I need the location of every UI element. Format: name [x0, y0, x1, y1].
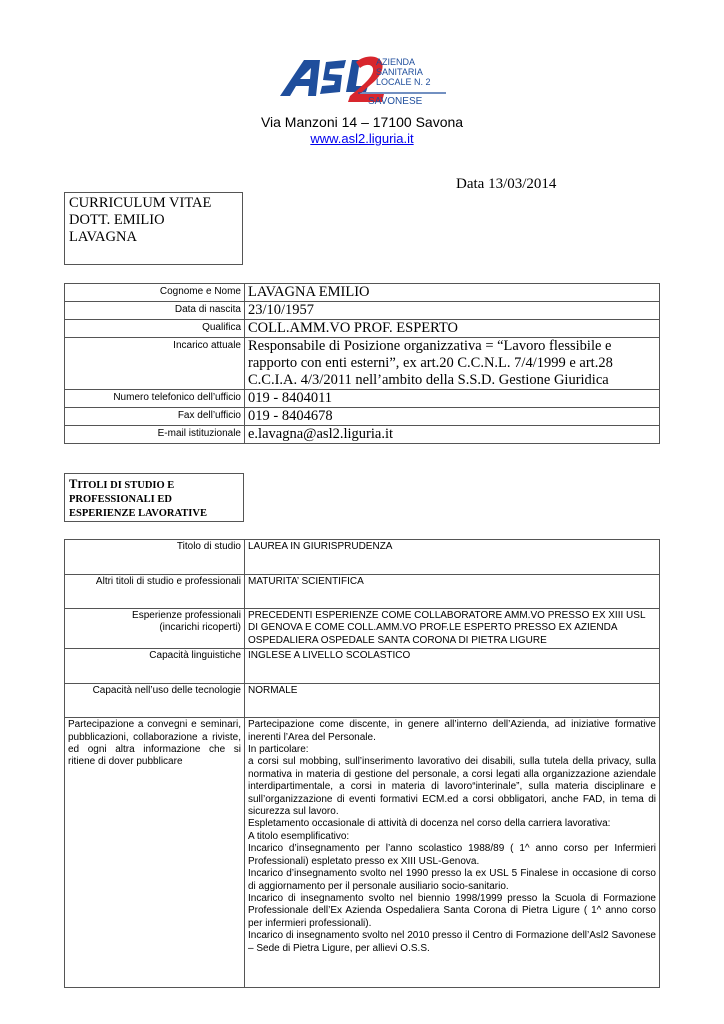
titoli-initial: T [69, 477, 78, 491]
info-value: 23/10/1957 [245, 302, 660, 320]
titles-label: Partecipazione a convegni e seminari, pubblicazioni, collaborazione a riviste, ed ogni altra informazione che si ritiene di dover pubblicare [65, 718, 245, 988]
info-value: LAVAGNA EMILIO [245, 284, 660, 302]
titles-row [65, 575, 660, 609]
document-date: Data 13/03/2014 [456, 176, 557, 192]
paragraph: Partecipazione come discente, in genere all’interno dell’Azienda, ad iniziative formative inerenti l’Area del Personale. [248, 719, 656, 743]
address: Via Manzoni 14 – 17100 Savona [260, 114, 464, 130]
cv-title-line3: LAVAGNA [69, 229, 137, 245]
titles-label-line1: Esperienze professionali [132, 610, 241, 621]
cv-title-line2: DOTT. EMILIO [69, 212, 165, 228]
info-row [65, 320, 660, 338]
cv-title-line1: CURRICULUM VITAE [69, 195, 212, 211]
asl2-logo [276, 52, 452, 110]
titles-row [65, 718, 660, 988]
titoli-line1-rest: ITOLI DI STUDIO E [77, 480, 175, 491]
titoli-line3: ESPERIENZE LAVORATIVE [69, 508, 207, 519]
titles-value: NORMALE [245, 684, 660, 718]
titles-value: LAUREA IN GIURISPRUDENZA [245, 540, 660, 575]
info-row [65, 390, 660, 408]
paragraph: Incarico d’insegnamento svolto nel 1990 presso la ex USL 5 Finalese in occasione di corso di aggiornamento per il personale ausiliario socio-sanitario. [248, 868, 656, 892]
titles-row [65, 609, 660, 649]
titles-value [245, 718, 660, 988]
info-label: Numero telefonico dell’ufficio [65, 390, 245, 408]
paragraph: Incarico d’insegnamento per l’anno scolastico 1988/89 ( 1^ anno corso per Infermieri Professionali) espletato presso ex XIII USL-Genova. [248, 843, 656, 867]
info-row [65, 284, 660, 302]
titles-table [64, 539, 660, 988]
info-row [65, 302, 660, 320]
titles-row [65, 649, 660, 684]
logo-line2: SANITARIA [376, 67, 423, 77]
info-row [65, 338, 660, 390]
titles-row [65, 684, 660, 718]
cv-title-box [64, 192, 243, 265]
logo-line3: LOCALE N. 2 [376, 77, 431, 87]
titles-value: MATURITA’ SCIENTIFICA [245, 575, 660, 609]
titles-label: Altri titoli di studio e professionali [65, 575, 245, 609]
paragraph: Incarico di insegnamento svolto nel biennio 1998/1999 presso la Scuola di Formazione Professionale dell’Ex Azienda Ospedaliera Santa Corona di Pietra Ligure ( 1^ anno corso per infermieri professionali). [248, 892, 656, 929]
info-value: Responsabile di Posizione organizzativa = “Lavoro flessibile e rapporto con enti esterni”, ex art.20 C.C.N.L. 7/4/1999 e art.28 C.C.I.A. 4/3/2011 nell’ambito della S.S.D. Gestione Giuridica [245, 338, 660, 390]
titles-label [65, 609, 245, 649]
info-label: Data di nascita [65, 302, 245, 320]
paragraph: A titolo esemplificativo: [248, 830, 350, 842]
paragraph: Incarico di insegnamento svolto nel 2010 presso il Centro di Formazione dell’Asl2 Savonese – Sede di Pietra Ligure, per allievi O.S.S. [248, 930, 656, 954]
titles-label: Capacità nell’uso delle tecnologie [65, 684, 245, 718]
logo-line1: AZIENDA [376, 57, 416, 67]
titles-row [65, 540, 660, 575]
titles-label-line2: (incarichi ricoperti) [159, 622, 241, 634]
website-link[interactable]: www.asl2.liguria.it [310, 131, 414, 146]
info-label: Qualifica [65, 320, 245, 338]
info-value: 019 - 8404678 [245, 408, 660, 426]
info-value: e.lavagna@asl2.liguria.it [245, 426, 660, 444]
titoli-line2: PROFESSIONALI ED [69, 494, 172, 505]
info-label: Incarico attuale [65, 338, 245, 390]
titoli-section-heading [64, 473, 244, 522]
paragraph: Espletamento occasionale di attività di docenza nel corso della carriera lavorativa: [248, 818, 611, 830]
titles-value: INGLESE A LIVELLO SCOLASTICO [245, 649, 660, 684]
titles-label: Titolo di studio [65, 540, 245, 575]
personal-info-table [64, 283, 660, 444]
info-row [65, 426, 660, 444]
info-label: Fax dell’ufficio [65, 408, 245, 426]
info-value: COLL.AMM.VO PROF. ESPERTO [245, 320, 660, 338]
info-label: E-mail istituzionale [65, 426, 245, 444]
titles-label: Capacità linguistiche [65, 649, 245, 684]
paragraph: In particolare: [248, 744, 309, 756]
info-row [65, 408, 660, 426]
paragraph: a corsi sul mobbing, sull’inserimento lavorativo dei disabili, sulla tutela della privacy, sulla normativa in materia di gestione del personale, a corsi legati alla organizzazione aziendale interdipartimentale, a corsi in materia di lavoro“interinale”, sulla materia disciplinare e sull’organizzazione di eventi formativi ECM.ed a corsi obbligatori, anche FAD, in tema di sicurezza sul lavoro. [248, 756, 656, 818]
info-label: Cognome e Nome [65, 284, 245, 302]
titles-value: PRECEDENTI ESPERIENZE COME COLLABORATORE AMM.VO PRESSO EX XIII USL DI GENOVA E COME COLL.AMM.VO PROF.LE ESPERTO PRESSO EX AZIENDA OSPEDALIERA OSPEDALE SANTA CORONA DI PIETRA LIGURE [245, 609, 660, 649]
info-value: 019 - 8404011 [245, 390, 660, 408]
logo-line4: SAVONESE [368, 96, 423, 107]
titoli-line1 [69, 477, 239, 493]
